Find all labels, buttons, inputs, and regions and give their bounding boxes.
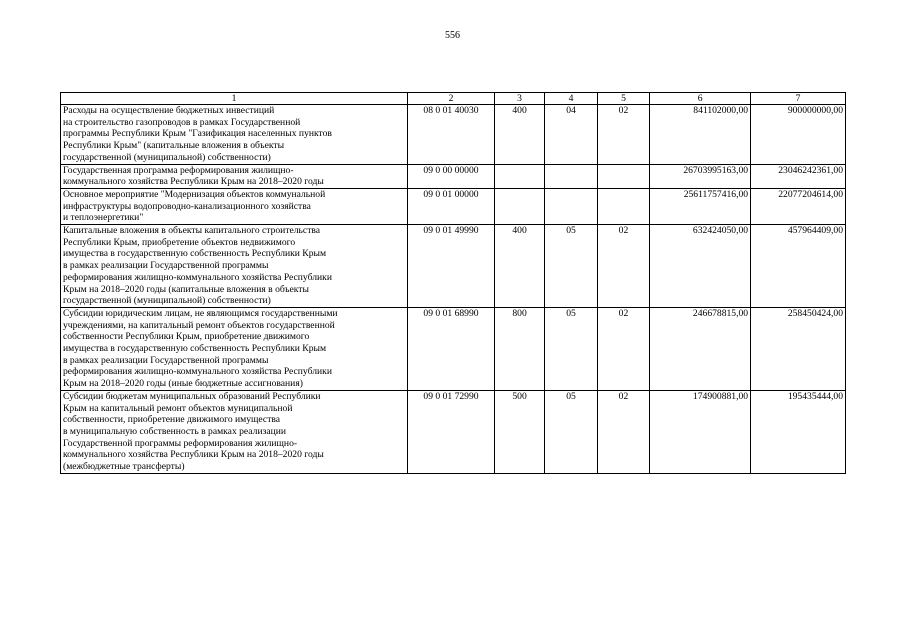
row-amount-col6-cell: 25611757416,00 <box>650 188 751 224</box>
row-col4-cell <box>545 164 597 188</box>
page-number: 556 <box>445 30 460 41</box>
header-col-1: 1 <box>61 93 408 105</box>
row-col4-cell: 04 <box>545 105 597 165</box>
table-row <box>61 390 846 473</box>
row-col5-cell <box>597 188 649 224</box>
row-col5-cell: 02 <box>597 105 649 165</box>
row-code-cell: 08 0 01 40030 <box>408 105 495 165</box>
row-code-cell: 09 0 01 68990 <box>408 307 495 390</box>
row-amount-col7-cell: 900000000,00 <box>751 105 846 165</box>
header-col-3: 3 <box>494 93 544 105</box>
row-name-cell: Государственная программа реформирования жилищно- коммунального хозяйства Республики Крым на 2018–2020 годы <box>61 164 408 188</box>
row-code-cell: 09 0 01 49990 <box>408 225 495 308</box>
row-code-cell: 09 0 00 00000 <box>408 164 495 188</box>
row-name-cell: Капитальные вложения в объекты капитального строительства Республики Крым, приобретение объектов недвижимого имущества в государственную собственность Республики Крым в рамках реализации Государственной программы реформирования жилищно-коммунального хозяйства Республики Крым на 2018–2020 годы (капитальные вложения в объекты государственной (муниципальной) собственности) <box>61 225 408 308</box>
row-code-cell: 09 0 01 00000 <box>408 188 495 224</box>
header-col-6: 6 <box>650 93 751 105</box>
table-row <box>61 225 846 308</box>
table-row <box>61 105 846 165</box>
row-name-cell: Субсидии бюджетам муниципальных образований Республики Крым на капитальный ремонт объектов муниципальной собственности, приобретение движимого имущества в муниципальную собственность в рамках реализации Государственной программы реформирования жилищно- коммунального хозяйства Республики Крым на 2018–2020 годы (межбюджетные трансферты) <box>61 390 408 473</box>
row-amount-col6-cell: 174900881,00 <box>650 390 751 473</box>
table-row <box>61 307 846 390</box>
header-col-5: 5 <box>597 93 649 105</box>
row-col3-cell <box>494 188 544 224</box>
row-amount-col6-cell: 246678815,00 <box>650 307 751 390</box>
row-amount-col7-cell: 23046242361,00 <box>751 164 846 188</box>
row-amount-col6-cell: 632424050,00 <box>650 225 751 308</box>
row-col3-cell: 500 <box>494 390 544 473</box>
row-col5-cell: 02 <box>597 390 649 473</box>
row-col4-cell: 05 <box>545 225 597 308</box>
row-col3-cell: 800 <box>494 307 544 390</box>
row-amount-col7-cell: 195435444,00 <box>751 390 846 473</box>
row-amount-col6-cell: 841102000,00 <box>650 105 751 165</box>
row-amount-col7-cell: 22077204614,00 <box>751 188 846 224</box>
row-col3-cell: 400 <box>494 225 544 308</box>
table-row <box>61 188 846 224</box>
header-col-2: 2 <box>408 93 495 105</box>
header-col-4: 4 <box>545 93 597 105</box>
row-amount-col6-cell: 26703995163,00 <box>650 164 751 188</box>
row-name-cell: Расходы на осуществление бюджетных инвестиций на строительство газопроводов в рамках Государственной программы Республики Крым "Газификация населенных пунктов Республики Крым" (капитальные вложения в объекты государственной (муниципальной) собственности) <box>61 105 408 165</box>
row-name-cell: Субсидии юридическим лицам, не являющимся государственными учреждениями, на капитальный ремонт объектов государственной собственности Республики Крым, приобретение движимого имущества в государственную собственность Республики Крым в рамках реализации Государственной программы реформирования жилищно-коммунального хозяйства Республики Крым на 2018–2020 годы (иные бюджетные ассигнования) <box>61 307 408 390</box>
row-col3-cell <box>494 164 544 188</box>
row-col5-cell: 02 <box>597 307 649 390</box>
budget-table <box>60 92 846 474</box>
row-col4-cell: 05 <box>545 307 597 390</box>
row-col5-cell: 02 <box>597 225 649 308</box>
row-amount-col7-cell: 457964409,00 <box>751 225 846 308</box>
table-header-row <box>61 93 846 105</box>
row-amount-col7-cell: 258450424,00 <box>751 307 846 390</box>
row-col4-cell: 05 <box>545 390 597 473</box>
header-col-7: 7 <box>751 93 846 105</box>
row-col5-cell <box>597 164 649 188</box>
row-col3-cell: 400 <box>494 105 544 165</box>
row-name-cell: Основное мероприятие "Модернизация объектов коммунальной инфраструктуры водопроводно-канализационного хозяйства и теплоэнергетики" <box>61 188 408 224</box>
row-code-cell: 09 0 01 72990 <box>408 390 495 473</box>
row-col4-cell <box>545 188 597 224</box>
table-row <box>61 164 846 188</box>
